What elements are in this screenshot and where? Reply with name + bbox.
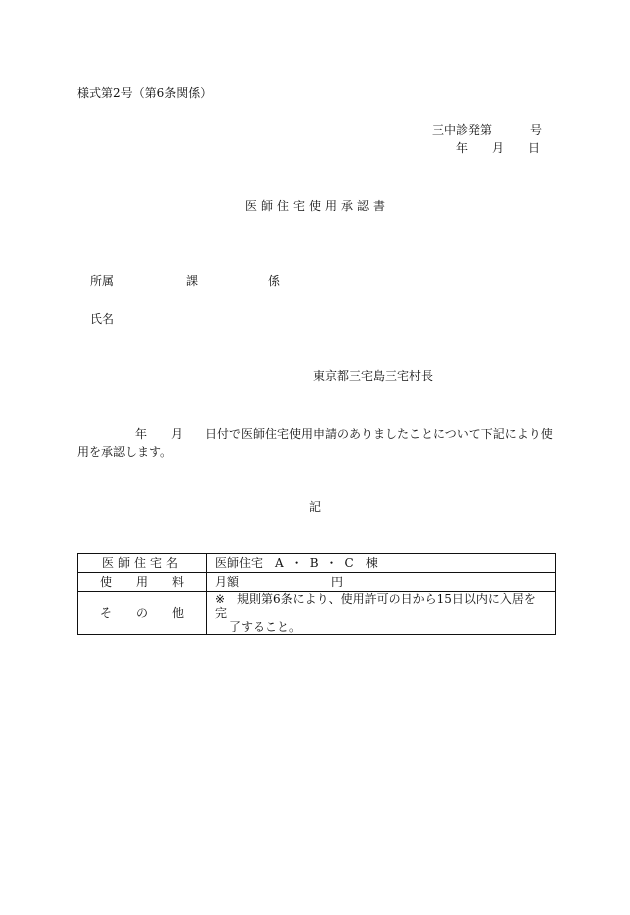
affiliation-line bbox=[90, 274, 280, 288]
separator-dot: ・ bbox=[290, 556, 303, 570]
fee-suffix: 円 bbox=[331, 575, 344, 589]
building-c: C bbox=[344, 556, 354, 570]
fee-label: 使 用 料 bbox=[78, 573, 207, 592]
separator-dot: ・ bbox=[325, 556, 338, 570]
unit-label: 係 bbox=[268, 274, 281, 288]
fee-value bbox=[207, 573, 556, 592]
issue-date bbox=[456, 141, 540, 155]
residence-name-label: 医師住宅名 bbox=[78, 554, 207, 573]
body-sentence: 日付で医師住宅使用申請のありましたことについて下記により使用を承認します。 bbox=[77, 427, 553, 459]
body-month: 月 bbox=[171, 427, 184, 441]
residence-prefix: 医師住宅 bbox=[215, 556, 264, 570]
issuer: 東京都三宅島三宅村長 bbox=[313, 369, 434, 383]
date-year: 年 bbox=[456, 141, 469, 155]
note-mark: ※ bbox=[215, 592, 226, 606]
document-number bbox=[432, 123, 542, 137]
building-b: B bbox=[309, 556, 319, 570]
document-title: 医師住宅使用承認書 bbox=[244, 199, 389, 213]
fee-prefix: 月額 bbox=[215, 575, 240, 589]
body-text bbox=[77, 425, 555, 461]
document-number-prefix: 三中診発第 bbox=[432, 123, 493, 137]
building-a: A bbox=[275, 556, 284, 570]
residence-name-value bbox=[207, 554, 556, 573]
section-label: 課 bbox=[186, 274, 199, 288]
form-number: 様式第2号（第6条関係） bbox=[77, 86, 213, 100]
date-day: 日 bbox=[528, 141, 541, 155]
other-label: そ の 他 bbox=[78, 592, 207, 635]
table-row bbox=[78, 573, 556, 592]
table-row bbox=[78, 592, 556, 635]
document-number-suffix: 号 bbox=[530, 123, 543, 137]
table-row bbox=[78, 554, 556, 573]
date-month: 月 bbox=[492, 141, 505, 155]
other-value bbox=[207, 592, 556, 635]
ki-label: 記 bbox=[308, 500, 321, 514]
note-line-1: 規則第6条により、使用許可の日から15日以内に入居を完 bbox=[215, 592, 536, 620]
details-table bbox=[77, 553, 556, 635]
affiliation-label: 所属 bbox=[90, 274, 115, 288]
building-suffix: 棟 bbox=[365, 556, 378, 570]
name-label: 氏名 bbox=[90, 312, 115, 326]
body-year: 年 bbox=[135, 427, 148, 441]
note-line-2: 了すること。 bbox=[229, 620, 302, 634]
